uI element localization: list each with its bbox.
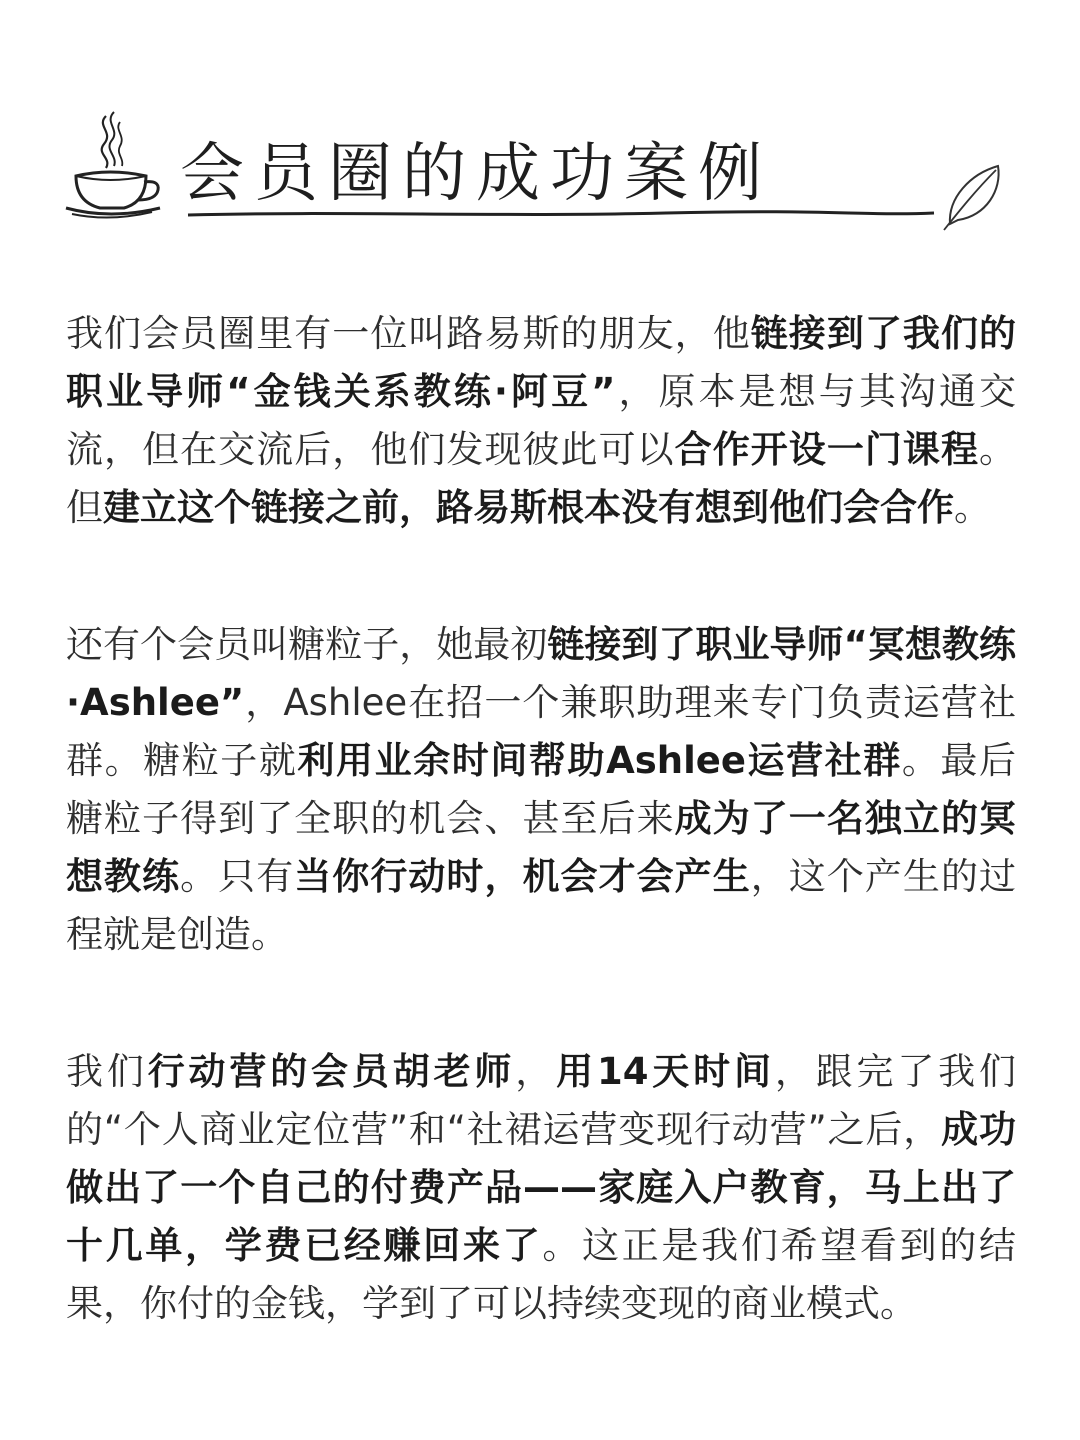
leaf-icon	[940, 160, 1010, 232]
text-run: 。最后糖粒子得到了全职的机会、甚至后来	[66, 739, 1017, 840]
text-run: ，	[515, 1050, 557, 1093]
title-underline	[186, 208, 936, 220]
text-run: 。但	[66, 428, 1017, 529]
page-title: 会员圈的成功案例	[180, 137, 772, 211]
paragraph-2	[66, 616, 1016, 964]
paragraph-1	[66, 305, 1016, 537]
bold-text-run: 成功做出了一个自己的付费产品——家庭入户教育，马上出了十几单，学费已经赚回来了	[66, 1108, 1016, 1267]
bold-text-run: 行动营的会员胡老师	[147, 1050, 516, 1093]
text-run: 我们会员圈里有一位叫路易斯的朋友，他	[66, 312, 751, 355]
article-body	[66, 305, 1016, 1412]
text-run: 。只有	[180, 855, 295, 898]
bold-text-run: 利用业余时间帮助Ashlee运营社群	[297, 739, 902, 782]
bold-text-run: 合作开设一门课程	[674, 428, 980, 471]
text-run: ，这个产生的过程就是创造。	[66, 855, 1016, 956]
coffee-cup-icon	[60, 108, 170, 220]
text-run: ，原本是想与其沟通交流，但在交流后，他们发现彼此可以	[66, 370, 1016, 471]
bold-text-run: 链接到了我们的职业导师“金钱关系教练·阿豆”	[66, 312, 1016, 413]
text-run: 。这正是我们希望看到的结果，你付的金钱，学到了可以持续变现的商业模式。	[66, 1224, 1017, 1325]
text-run: ，Ashlee在招一个兼职助理来专门负责运营社群。糖粒子就	[66, 681, 1016, 782]
bold-text-run: 建立这个链接之前，路易斯根本没有想到他们会合作	[103, 486, 954, 529]
text-run: ，跟完了我们的“个人商业定位营”和“社裙运营变现行动营”之后，	[66, 1050, 1017, 1151]
header	[0, 0, 1080, 250]
text-run: 。	[954, 486, 991, 529]
bold-text-run: 链接到了职业导师“冥想教练·Ashlee”	[66, 623, 1016, 724]
text-run: 我们	[66, 1050, 148, 1093]
bold-text-run: 成为了一名独立的冥想教练	[66, 797, 1017, 898]
bold-text-run: 当你行动时，机会才会产生	[294, 855, 751, 898]
text-run: 还有个会员叫糖粒子，她最初	[66, 623, 548, 666]
paragraph-3	[66, 1043, 1016, 1333]
bold-text-run: 用14天时间	[556, 1050, 775, 1093]
